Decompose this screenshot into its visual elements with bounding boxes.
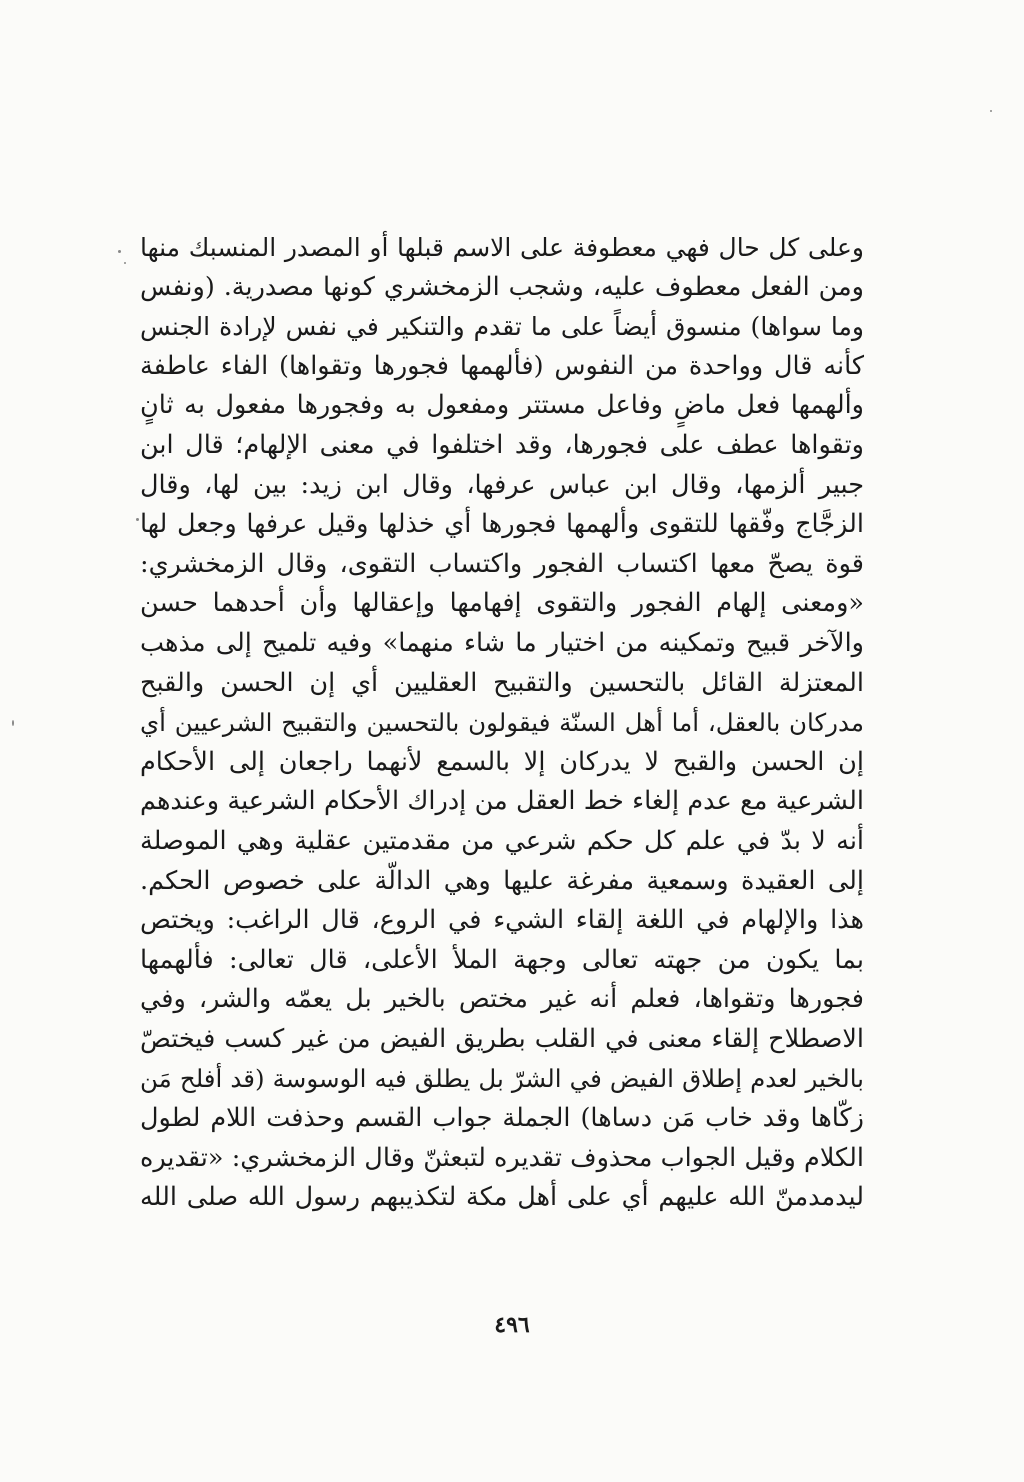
text-line: إلى العقيدة وسمعية مفرغة عليها وهي الدالّة على خصوص الحكم. [140,865,864,896]
page-speck [136,518,139,521]
text-line: وألهمها فعل ماضٍ وفاعل مستتر ومفعول به وفجورها مفعول به ثانٍ [140,390,864,421]
text-line: المعتزلة القائل بالتحسين والتقبيح العقليين أي إن الحسن والقبح [140,667,864,698]
text-line: مدركان بالعقل، أما أهل السنّة فيقولون بالتحسين والتقبيح الشرعيين أي [140,708,864,738]
text-line: بالخير لعدم إطلاق الفيض في الشرّ بل يطلق فيه الوسوسة (قد أفلح مَن [140,1064,864,1094]
text-line: الشرعية مع عدم إلغاء خط العقل من إدراك الأحكام الشرعية وعندهم [140,786,864,817]
page-speck [12,720,14,726]
text-line: والآخر قبيح وتمكينه من اختيار ما شاء منهما» وفيه تلميح إلى مذهب [140,627,864,658]
text-line: أنه لا بدّ في علم كل حكم شرعي من مقدمتين عقلية وهي الموصلة [140,825,864,856]
text-line: وعلى كل حال فهي معطوفة على الاسم قبلها أو المصدر المنسبك منها [140,233,864,262]
text-line: كأنه قال وواحدة من النفوس (فألهمها فجورها وتقواها) الفاء عاطفة [140,350,864,381]
text-line: زكّاها وقد خاب مَن دساها) الجملة جواب القسم وحذفت اللام لطول [140,1103,864,1134]
text-line: الكلام وقيل الجواب محذوف تقديره لتبعثنّ وقال الزمخشري: «تقديره [140,1142,864,1173]
text-line: فجورها وتقواها، فعلم أنه غير مختص بالخير بل يعمّه والشر، وفي [140,984,864,1015]
text-line: قوة يصحّ معها اكتساب الفجور واكتساب التقوى، وقال الزمخشري: [140,548,864,579]
text-line: جبير ألزمها، وقال ابن عباس عرفها، وقال ابن زيد: بين لها، وقال [140,469,864,500]
text-line: ومن الفعل معطوف عليه، وشجب الزمخشري كونها مصدرية. (ونفس [140,271,864,302]
text-line: وما سواها) منسوق أيضاً على ما تقدم والتنكير في نفس لإرادة الجنس [140,312,864,342]
page-number: ٤٩٦ [494,1312,530,1338]
text-line: وتقواها عطف على فجورها، وقد اختلفوا في معنى الإلهام؛ قال ابن [140,429,864,460]
text-line: بما يكون من جهته تعالى وجهة الملأ الأعلى، قال تعالى: فألهمها [140,944,864,975]
page-speck [990,110,992,112]
text-line: ليدمدمنّ الله عليهم أي على أهل مكة لتكذيبهم رسول الله صلى الله [140,1182,864,1213]
text-line: إن الحسن والقبح لا يدركان إلا بالسمع لأنهما راجعان إلى الأحكام [140,746,864,777]
text-line: الزجَّاج وفّقها للتقوى وألهمها فجورها أي خذلها وقيل عرفها وجعل لها [140,509,864,540]
page-speck [124,262,126,264]
text-line: «ومعنى إلهام الفجور والتقوى إفهامها وإعقالها وأن أحدهما حسن [140,588,864,619]
page-speck [118,250,121,253]
text-line: الاصطلاح إلقاء معنى في القلب بطريق الفيض من غير كسب فيختصّ [140,1023,864,1054]
text-line: هذا والإلهام في اللغة إلقاء الشيء في الروع، قال الراغب: ويختص [140,905,864,936]
body-text [140,228,864,1218]
